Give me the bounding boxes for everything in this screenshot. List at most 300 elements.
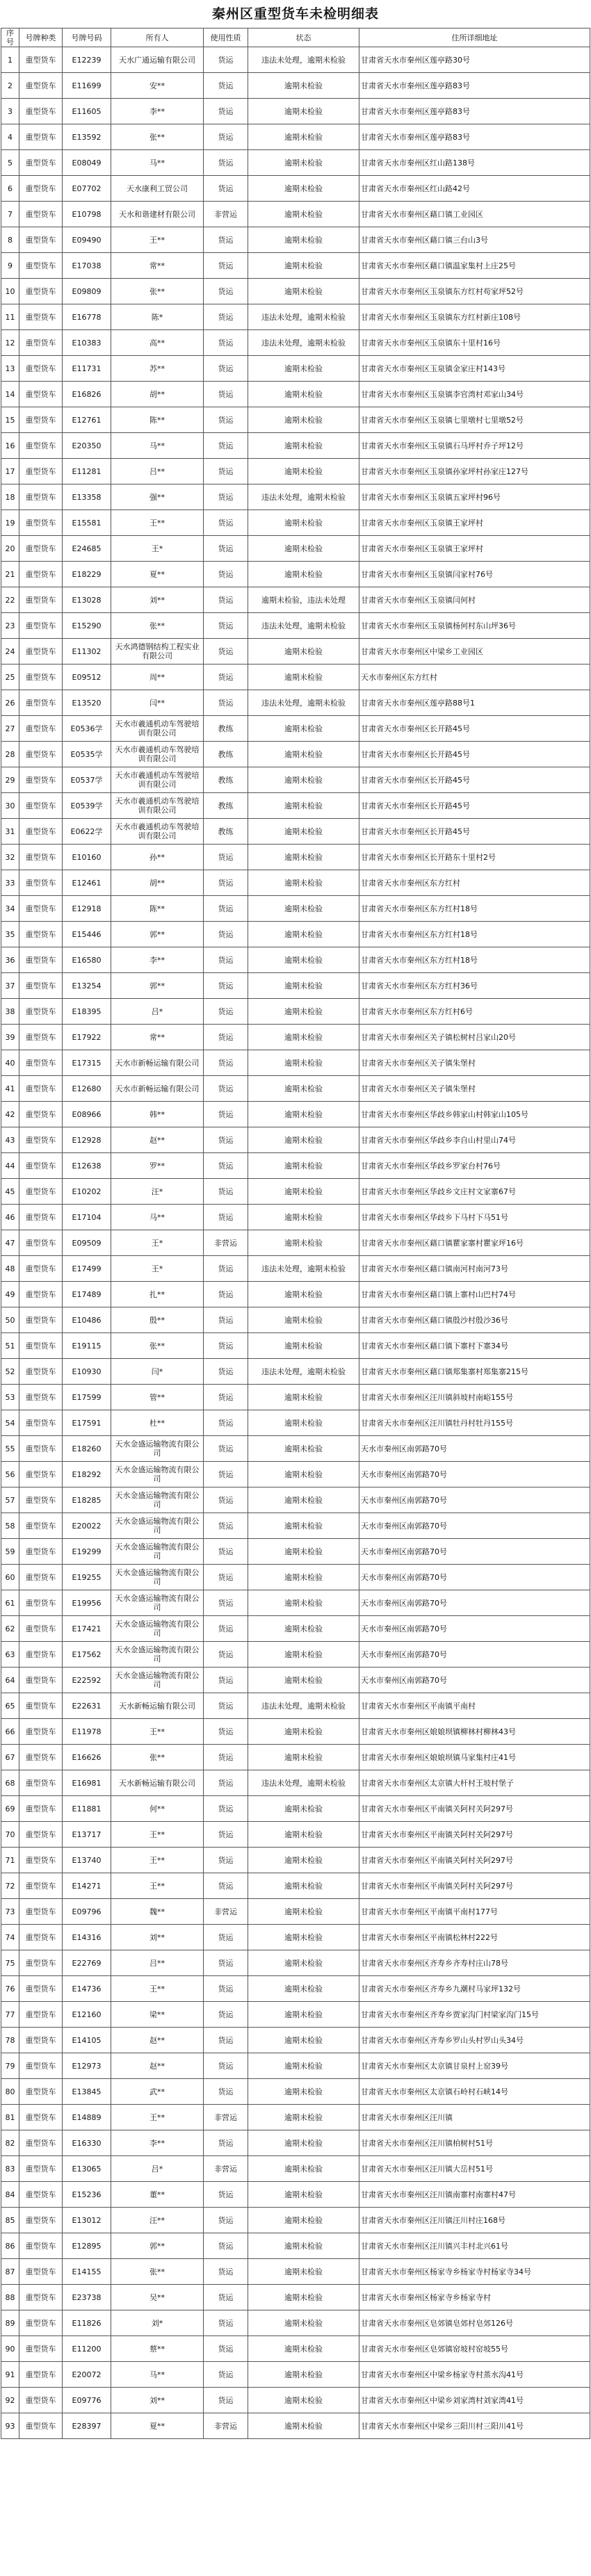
cell-index: 6 bbox=[1, 176, 19, 202]
cell-index: 48 bbox=[1, 1256, 19, 1282]
cell-plate-number: E12973 bbox=[63, 2053, 111, 2079]
table-row bbox=[1, 73, 590, 99]
cell-address: 天水市秦州区南郭路70号 bbox=[359, 1487, 590, 1513]
cell-plate-number: E13028 bbox=[63, 587, 111, 613]
cell-plate-number: E12680 bbox=[63, 1076, 111, 1102]
cell-address: 甘肃省天水市秦州区平南镇平南村 bbox=[359, 1693, 590, 1719]
cell-use-type: 货运 bbox=[204, 1359, 248, 1385]
cell-status: 逾期未检验 bbox=[248, 1102, 359, 1127]
cell-plate-type: 重型货车 bbox=[19, 1950, 63, 1976]
cell-plate-type: 重型货车 bbox=[19, 382, 63, 407]
cell-status: 违法未处理，逾期未检验 bbox=[248, 330, 359, 356]
cell-plate-type: 重型货车 bbox=[19, 1770, 63, 1796]
cell-use-type: 货运 bbox=[204, 382, 248, 407]
cell-plate-type: 重型货车 bbox=[19, 1513, 63, 1539]
cell-owner: 天水金盛运输物流有限公司 bbox=[111, 1487, 204, 1513]
cell-use-type: 货运 bbox=[204, 1745, 248, 1770]
cell-plate-type: 重型货车 bbox=[19, 1127, 63, 1153]
cell-index: 22 bbox=[1, 587, 19, 613]
cell-plate-number: E17599 bbox=[63, 1385, 111, 1410]
cell-address: 甘肃省天水市秦州区红山路42号 bbox=[359, 176, 590, 202]
cell-owner: 张** bbox=[111, 1333, 204, 1359]
table-row bbox=[1, 124, 590, 150]
table-row bbox=[1, 2413, 590, 2439]
cell-address: 甘肃省天水市秦州区玉泉镇李官湾村邓家山34号 bbox=[359, 382, 590, 407]
cell-use-type: 货运 bbox=[204, 2208, 248, 2233]
cell-index: 26 bbox=[1, 690, 19, 716]
cell-index: 65 bbox=[1, 1693, 19, 1719]
cell-address: 甘肃省天水市秦州区长开路东十里村2号 bbox=[359, 845, 590, 870]
cell-owner: 蔡** bbox=[111, 2336, 204, 2362]
cell-use-type: 货运 bbox=[204, 922, 248, 947]
cell-status: 逾期未检验 bbox=[248, 1745, 359, 1770]
cell-status: 逾期未检验 bbox=[248, 1205, 359, 1230]
cell-owner: 天水金盛运输物流有限公司 bbox=[111, 1539, 204, 1565]
cell-plate-type: 重型货车 bbox=[19, 124, 63, 150]
cell-index: 35 bbox=[1, 922, 19, 947]
table-row bbox=[1, 1565, 590, 1590]
cell-plate-number: E19255 bbox=[63, 1565, 111, 1590]
cell-index: 57 bbox=[1, 1487, 19, 1513]
cell-use-type: 货运 bbox=[204, 356, 248, 382]
cell-use-type: 货运 bbox=[204, 1976, 248, 2002]
cell-index: 44 bbox=[1, 1153, 19, 1179]
cell-status: 逾期未检验 bbox=[248, 2105, 359, 2130]
cell-address: 天水市秦州区南郭路70号 bbox=[359, 1642, 590, 1668]
table-row bbox=[1, 1822, 590, 1848]
cell-status: 逾期未检验 bbox=[248, 973, 359, 999]
cell-plate-number: E13717 bbox=[63, 1822, 111, 1848]
cell-use-type: 货运 bbox=[204, 2336, 248, 2362]
cell-plate-number: E0539学 bbox=[63, 793, 111, 819]
cell-address: 甘肃省天水市秦州区玉泉镇东方红村苟家坪52号 bbox=[359, 279, 590, 304]
cell-plate-number: E14316 bbox=[63, 1925, 111, 1950]
cell-plate-type: 重型货车 bbox=[19, 1745, 63, 1770]
cell-status: 逾期未检验 bbox=[248, 99, 359, 124]
table-row bbox=[1, 150, 590, 176]
cell-index: 42 bbox=[1, 1102, 19, 1127]
cell-use-type: 非营运 bbox=[204, 2413, 248, 2439]
cell-use-type: 货运 bbox=[204, 1256, 248, 1282]
cell-address: 甘肃省天水市秦州区汪川镇南寨村南寨村47号 bbox=[359, 2182, 590, 2208]
cell-plate-number: E23738 bbox=[63, 2285, 111, 2310]
cell-plate-type: 重型货车 bbox=[19, 2105, 63, 2130]
cell-status: 逾期未检验 bbox=[248, 510, 359, 536]
cell-use-type: 货运 bbox=[204, 253, 248, 279]
cell-plate-number: E15581 bbox=[63, 510, 111, 536]
cell-use-type: 货运 bbox=[204, 999, 248, 1025]
cell-plate-number: E14271 bbox=[63, 1873, 111, 1899]
cell-status: 逾期未检验 bbox=[248, 2362, 359, 2388]
cell-index: 14 bbox=[1, 382, 19, 407]
cell-status: 逾期未检验 bbox=[248, 1230, 359, 1256]
cell-index: 47 bbox=[1, 1230, 19, 1256]
cell-owner: 王** bbox=[111, 1822, 204, 1848]
cell-owner: 马** bbox=[111, 2362, 204, 2388]
cell-plate-type: 重型货车 bbox=[19, 1822, 63, 1848]
cell-use-type: 货运 bbox=[204, 1436, 248, 1462]
table-row bbox=[1, 665, 590, 690]
cell-address: 天水市秦州区南郭路70号 bbox=[359, 1616, 590, 1642]
cell-plate-type: 重型货车 bbox=[19, 587, 63, 613]
cell-index: 28 bbox=[1, 742, 19, 767]
cell-use-type: 货运 bbox=[204, 1822, 248, 1848]
cell-address: 甘肃省天水市秦州区汪川镇兴丰村北兴61号 bbox=[359, 2233, 590, 2259]
cell-use-type: 货运 bbox=[204, 587, 248, 613]
cell-plate-number: E13740 bbox=[63, 1848, 111, 1873]
cell-owner: 马** bbox=[111, 150, 204, 176]
cell-use-type: 货运 bbox=[204, 1205, 248, 1230]
table-row bbox=[1, 1925, 590, 1950]
table-row bbox=[1, 1282, 590, 1307]
cell-use-type: 货运 bbox=[204, 433, 248, 459]
cell-plate-type: 重型货车 bbox=[19, 1153, 63, 1179]
cell-status: 逾期未检验 bbox=[248, 1333, 359, 1359]
cell-status: 逾期未检验 bbox=[248, 202, 359, 227]
cell-owner: 吕** bbox=[111, 1950, 204, 1976]
table-row bbox=[1, 2259, 590, 2285]
cell-plate-number: E22769 bbox=[63, 1950, 111, 1976]
table-row bbox=[1, 767, 590, 793]
cell-plate-type: 重型货车 bbox=[19, 99, 63, 124]
cell-plate-type: 重型货车 bbox=[19, 304, 63, 330]
cell-use-type: 货运 bbox=[204, 1462, 248, 1487]
cell-status: 违法未处理，逾期未检验 bbox=[248, 690, 359, 716]
cell-owner: 孙** bbox=[111, 845, 204, 870]
table-row bbox=[1, 1668, 590, 1693]
cell-plate-number: E18395 bbox=[63, 999, 111, 1025]
cell-address: 甘肃省天水市秦州区华歧乡文庄村文家寨67号 bbox=[359, 1179, 590, 1205]
cell-owner: 夏** bbox=[111, 2413, 204, 2439]
column-header-status: 状态 bbox=[248, 28, 359, 47]
cell-plate-number: E15236 bbox=[63, 2182, 111, 2208]
cell-address: 甘肃省天水市秦州区玉泉镇东十里村16号 bbox=[359, 330, 590, 356]
cell-status: 逾期未检验 bbox=[248, 536, 359, 562]
cell-plate-type: 重型货车 bbox=[19, 47, 63, 73]
cell-use-type: 货运 bbox=[204, 227, 248, 253]
cell-plate-type: 重型货车 bbox=[19, 176, 63, 202]
cell-plate-type: 重型货车 bbox=[19, 1102, 63, 1127]
cell-address: 甘肃省天水市秦州区藉口镇温家集村上庄25号 bbox=[359, 253, 590, 279]
table-row bbox=[1, 613, 590, 639]
cell-owner: 汪** bbox=[111, 2208, 204, 2233]
cell-index: 17 bbox=[1, 459, 19, 484]
cell-address: 甘肃省天水市秦州区玉泉镇孙家坪村孙家庄127号 bbox=[359, 459, 590, 484]
column-header-use-type: 使用性质 bbox=[204, 28, 248, 47]
cell-owner: 夏** bbox=[111, 562, 204, 587]
cell-plate-type: 重型货车 bbox=[19, 947, 63, 973]
cell-address: 甘肃省天水市秦州区齐寿乡贾家沟门村梁家沟门15号 bbox=[359, 2002, 590, 2028]
cell-index: 32 bbox=[1, 845, 19, 870]
table-row bbox=[1, 1616, 590, 1642]
cell-plate-type: 重型货车 bbox=[19, 742, 63, 767]
cell-plate-number: E10930 bbox=[63, 1359, 111, 1385]
cell-use-type: 货运 bbox=[204, 536, 248, 562]
table-row bbox=[1, 1410, 590, 1436]
cell-plate-type: 重型货车 bbox=[19, 1230, 63, 1256]
cell-plate-number: E11302 bbox=[63, 639, 111, 665]
cell-status: 逾期未检验 bbox=[248, 793, 359, 819]
cell-owner: 张** bbox=[111, 279, 204, 304]
cell-plate-type: 重型货车 bbox=[19, 1899, 63, 1925]
table-row bbox=[1, 253, 590, 279]
column-header-plate-number: 号牌号码 bbox=[63, 28, 111, 47]
cell-plate-number: E08049 bbox=[63, 150, 111, 176]
table-row bbox=[1, 870, 590, 896]
cell-plate-number: E13012 bbox=[63, 2208, 111, 2233]
cell-use-type: 货运 bbox=[204, 1693, 248, 1719]
cell-address: 甘肃省天水市秦州区娘娘坝镇柳林村柳林43号 bbox=[359, 1719, 590, 1745]
cell-address: 甘肃省天水市秦州区华歧乡李自山村里山74号 bbox=[359, 1127, 590, 1153]
table-row bbox=[1, 2002, 590, 2028]
cell-plate-type: 重型货车 bbox=[19, 2336, 63, 2362]
cell-address: 甘肃省天水市秦州区莲亭路30号 bbox=[359, 47, 590, 73]
cell-owner: 天水市羲通机动车驾驶培训有限公司 bbox=[111, 767, 204, 793]
cell-owner: 刘** bbox=[111, 1925, 204, 1950]
cell-use-type: 货运 bbox=[204, 1487, 248, 1513]
cell-index: 83 bbox=[1, 2156, 19, 2182]
cell-status: 逾期未检验 bbox=[248, 2028, 359, 2053]
cell-use-type: 货运 bbox=[204, 562, 248, 587]
cell-use-type: 货运 bbox=[204, 484, 248, 510]
cell-address: 甘肃省天水市秦州区太京镇石岭村石峡14号 bbox=[359, 2079, 590, 2105]
cell-address: 甘肃省天水市秦州区东方红村18号 bbox=[359, 896, 590, 922]
cell-index: 46 bbox=[1, 1205, 19, 1230]
cell-owner: 董** bbox=[111, 2182, 204, 2208]
cell-owner: 管** bbox=[111, 1385, 204, 1410]
cell-index: 68 bbox=[1, 1770, 19, 1796]
cell-plate-number: E17489 bbox=[63, 1282, 111, 1307]
cell-use-type: 货运 bbox=[204, 973, 248, 999]
cell-index: 9 bbox=[1, 253, 19, 279]
cell-use-type: 货运 bbox=[204, 1050, 248, 1076]
cell-status: 逾期未检验 bbox=[248, 1848, 359, 1873]
cell-plate-type: 重型货车 bbox=[19, 1642, 63, 1668]
cell-index: 50 bbox=[1, 1307, 19, 1333]
cell-plate-number: E19115 bbox=[63, 1333, 111, 1359]
cell-index: 52 bbox=[1, 1359, 19, 1385]
cell-address: 甘肃省天水市秦州区汪川镇汪川村庄168号 bbox=[359, 2208, 590, 2233]
cell-status: 逾期未检验 bbox=[248, 1899, 359, 1925]
cell-plate-number: E16826 bbox=[63, 382, 111, 407]
cell-status: 逾期未检验 bbox=[248, 1127, 359, 1153]
cell-plate-number: E11281 bbox=[63, 459, 111, 484]
cell-address: 甘肃省天水市秦州区长开路45号 bbox=[359, 742, 590, 767]
cell-plate-number: E15446 bbox=[63, 922, 111, 947]
cell-index: 69 bbox=[1, 1796, 19, 1822]
cell-address: 甘肃省天水市秦州区玉泉镇闫家村76号 bbox=[359, 562, 590, 587]
table-row bbox=[1, 2208, 590, 2233]
cell-status: 逾期未检验 bbox=[248, 1050, 359, 1076]
cell-plate-type: 重型货车 bbox=[19, 1333, 63, 1359]
cell-plate-number: E10798 bbox=[63, 202, 111, 227]
cell-status: 逾期未检验 bbox=[248, 742, 359, 767]
table-row bbox=[1, 2028, 590, 2053]
cell-index: 10 bbox=[1, 279, 19, 304]
cell-status: 逾期未检验 bbox=[248, 639, 359, 665]
table-row bbox=[1, 433, 590, 459]
cell-owner: 天水鸿德钢结构工程实业有限公司 bbox=[111, 639, 204, 665]
cell-plate-type: 重型货车 bbox=[19, 1976, 63, 2002]
cell-status: 逾期未检验 bbox=[248, 665, 359, 690]
cell-plate-type: 重型货车 bbox=[19, 356, 63, 382]
cell-owner: 天水市新畅运输有限公司 bbox=[111, 1076, 204, 1102]
cell-owner: 吕* bbox=[111, 999, 204, 1025]
cell-use-type: 货运 bbox=[204, 1513, 248, 1539]
cell-use-type: 货运 bbox=[204, 2310, 248, 2336]
cell-plate-type: 重型货车 bbox=[19, 2028, 63, 2053]
cell-index: 39 bbox=[1, 1025, 19, 1050]
cell-status: 逾期未检验 bbox=[248, 819, 359, 845]
cell-index: 29 bbox=[1, 767, 19, 793]
cell-use-type: 货运 bbox=[204, 459, 248, 484]
cell-plate-number: E10383 bbox=[63, 330, 111, 356]
cell-use-type: 货运 bbox=[204, 2259, 248, 2285]
cell-use-type: 非营运 bbox=[204, 1899, 248, 1925]
table-row bbox=[1, 1693, 590, 1719]
table-row bbox=[1, 2285, 590, 2310]
cell-use-type: 货运 bbox=[204, 1025, 248, 1050]
cell-status: 逾期未检验 bbox=[248, 150, 359, 176]
cell-use-type: 货运 bbox=[204, 1102, 248, 1127]
cell-owner: 赵** bbox=[111, 1127, 204, 1153]
cell-use-type: 货运 bbox=[204, 1770, 248, 1796]
cell-address: 甘肃省天水市秦州区东方红村36号 bbox=[359, 973, 590, 999]
cell-address: 甘肃省天水市秦州区关子镇松树村吕家山20号 bbox=[359, 1025, 590, 1050]
cell-plate-number: E11826 bbox=[63, 2310, 111, 2336]
cell-plate-type: 重型货车 bbox=[19, 1590, 63, 1616]
cell-owner: 天水金盛运输物流有限公司 bbox=[111, 1590, 204, 1616]
cell-status: 逾期未检验 bbox=[248, 922, 359, 947]
cell-status: 逾期未检验 bbox=[248, 1950, 359, 1976]
cell-plate-number: E12918 bbox=[63, 896, 111, 922]
cell-status: 逾期未检验 bbox=[248, 176, 359, 202]
cell-plate-number: E16981 bbox=[63, 1770, 111, 1796]
cell-use-type: 非营运 bbox=[204, 2156, 248, 2182]
cell-address: 天水市秦州区南郭路70号 bbox=[359, 1539, 590, 1565]
cell-owner: 郭** bbox=[111, 973, 204, 999]
cell-plate-number: E09490 bbox=[63, 227, 111, 253]
cell-plate-type: 重型货车 bbox=[19, 484, 63, 510]
cell-plate-number: E09809 bbox=[63, 279, 111, 304]
cell-address: 甘肃省天水市秦州区杨家寺乡杨家寺村杨家寺34号 bbox=[359, 2259, 590, 2285]
cell-plate-number: E17315 bbox=[63, 1050, 111, 1076]
column-header-owner: 所有人 bbox=[111, 28, 204, 47]
cell-index: 75 bbox=[1, 1950, 19, 1976]
column-header-index: 序号 bbox=[1, 28, 19, 47]
cell-owner: 张** bbox=[111, 613, 204, 639]
table-row bbox=[1, 2233, 590, 2259]
table-row bbox=[1, 690, 590, 716]
cell-address: 甘肃省天水市秦州区汪川镇牡丹村牡丹155号 bbox=[359, 1410, 590, 1436]
cell-use-type: 货运 bbox=[204, 896, 248, 922]
cell-plate-number: E13592 bbox=[63, 124, 111, 150]
cell-use-type: 货运 bbox=[204, 639, 248, 665]
cell-plate-number: E22631 bbox=[63, 1693, 111, 1719]
cell-status: 逾期未检验 bbox=[248, 1025, 359, 1050]
cell-address: 甘肃省天水市秦州区中梁乡工业园区 bbox=[359, 639, 590, 665]
cell-owner: 李** bbox=[111, 2130, 204, 2156]
cell-owner: 天水市羲通机动车驾驶培训有限公司 bbox=[111, 716, 204, 742]
cell-owner: 常** bbox=[111, 1025, 204, 1050]
table-row bbox=[1, 947, 590, 973]
cell-index: 30 bbox=[1, 793, 19, 819]
table-row bbox=[1, 202, 590, 227]
cell-address: 甘肃省天水市秦州区汪川镇斜坡村南峪155号 bbox=[359, 1385, 590, 1410]
cell-address: 甘肃省天水市秦州区红山路138号 bbox=[359, 150, 590, 176]
cell-use-type: 货运 bbox=[204, 1127, 248, 1153]
cell-use-type: 教练 bbox=[204, 819, 248, 845]
cell-status: 逾期未检验 bbox=[248, 1179, 359, 1205]
cell-owner: 王** bbox=[111, 1873, 204, 1899]
cell-use-type: 货运 bbox=[204, 73, 248, 99]
cell-plate-type: 重型货车 bbox=[19, 2310, 63, 2336]
cell-plate-number: E20022 bbox=[63, 1513, 111, 1539]
cell-plate-type: 重型货车 bbox=[19, 2156, 63, 2182]
cell-address: 甘肃省天水市秦州区藉口镇工业园区 bbox=[359, 202, 590, 227]
cell-plate-type: 重型货车 bbox=[19, 1616, 63, 1642]
cell-owner: 胡** bbox=[111, 382, 204, 407]
cell-plate-number: E11605 bbox=[63, 99, 111, 124]
cell-status: 逾期未检验 bbox=[248, 253, 359, 279]
cell-use-type: 非营运 bbox=[204, 2105, 248, 2130]
table-row bbox=[1, 2156, 590, 2182]
cell-index: 81 bbox=[1, 2105, 19, 2130]
cell-address: 甘肃省天水市秦州区平南镇关阿村关阿297号 bbox=[359, 1796, 590, 1822]
cell-index: 86 bbox=[1, 2233, 19, 2259]
cell-address: 甘肃省天水市秦州区华歧乡下马村下马51号 bbox=[359, 1205, 590, 1230]
cell-plate-type: 重型货车 bbox=[19, 1436, 63, 1462]
cell-index: 66 bbox=[1, 1719, 19, 1745]
cell-status: 违法未处理，逾期未检验 bbox=[248, 47, 359, 73]
cell-use-type: 非营运 bbox=[204, 202, 248, 227]
cell-plate-number: E24685 bbox=[63, 536, 111, 562]
cell-plate-number: E10160 bbox=[63, 845, 111, 870]
cell-plate-type: 重型货车 bbox=[19, 330, 63, 356]
cell-plate-number: E16778 bbox=[63, 304, 111, 330]
cell-index: 25 bbox=[1, 665, 19, 690]
table-row bbox=[1, 1848, 590, 1873]
cell-address: 甘肃省天水市秦州区娘娘坝镇马家集村庄41号 bbox=[359, 1745, 590, 1770]
cell-address: 甘肃省天水市秦州区中梁乡三阳川村三阳川41号 bbox=[359, 2413, 590, 2439]
cell-plate-type: 重型货车 bbox=[19, 279, 63, 304]
cell-index: 13 bbox=[1, 356, 19, 382]
column-header-address: 住所详细地址 bbox=[359, 28, 590, 47]
cell-address: 甘肃省天水市秦州区皂郊镇皂郊村皂郊126号 bbox=[359, 2310, 590, 2336]
cell-index: 70 bbox=[1, 1822, 19, 1848]
cell-use-type: 货运 bbox=[204, 1076, 248, 1102]
cell-plate-number: E12895 bbox=[63, 2233, 111, 2259]
cell-use-type: 货运 bbox=[204, 2285, 248, 2310]
cell-index: 4 bbox=[1, 124, 19, 150]
cell-owner: 魏** bbox=[111, 1899, 204, 1925]
cell-status: 逾期未检验 bbox=[248, 73, 359, 99]
cell-use-type: 货运 bbox=[204, 124, 248, 150]
table-row bbox=[1, 1256, 590, 1282]
cell-address: 甘肃省天水市秦州区汪川镇 bbox=[359, 2105, 590, 2130]
cell-use-type: 货运 bbox=[204, 870, 248, 896]
cell-owner: 刘* bbox=[111, 2310, 204, 2336]
cell-address: 甘肃省天水市秦州区玉泉镇东方红村新庄108号 bbox=[359, 304, 590, 330]
cell-address: 甘肃省天水市秦州区汪川镇柏树村51号 bbox=[359, 2130, 590, 2156]
cell-plate-number: E13845 bbox=[63, 2079, 111, 2105]
cell-address: 甘肃省天水市秦州区长开路45号 bbox=[359, 767, 590, 793]
cell-index: 40 bbox=[1, 1050, 19, 1076]
cell-index: 74 bbox=[1, 1925, 19, 1950]
table-header-row bbox=[1, 28, 590, 47]
cell-plate-number: E11200 bbox=[63, 2336, 111, 2362]
table-row bbox=[1, 2105, 590, 2130]
